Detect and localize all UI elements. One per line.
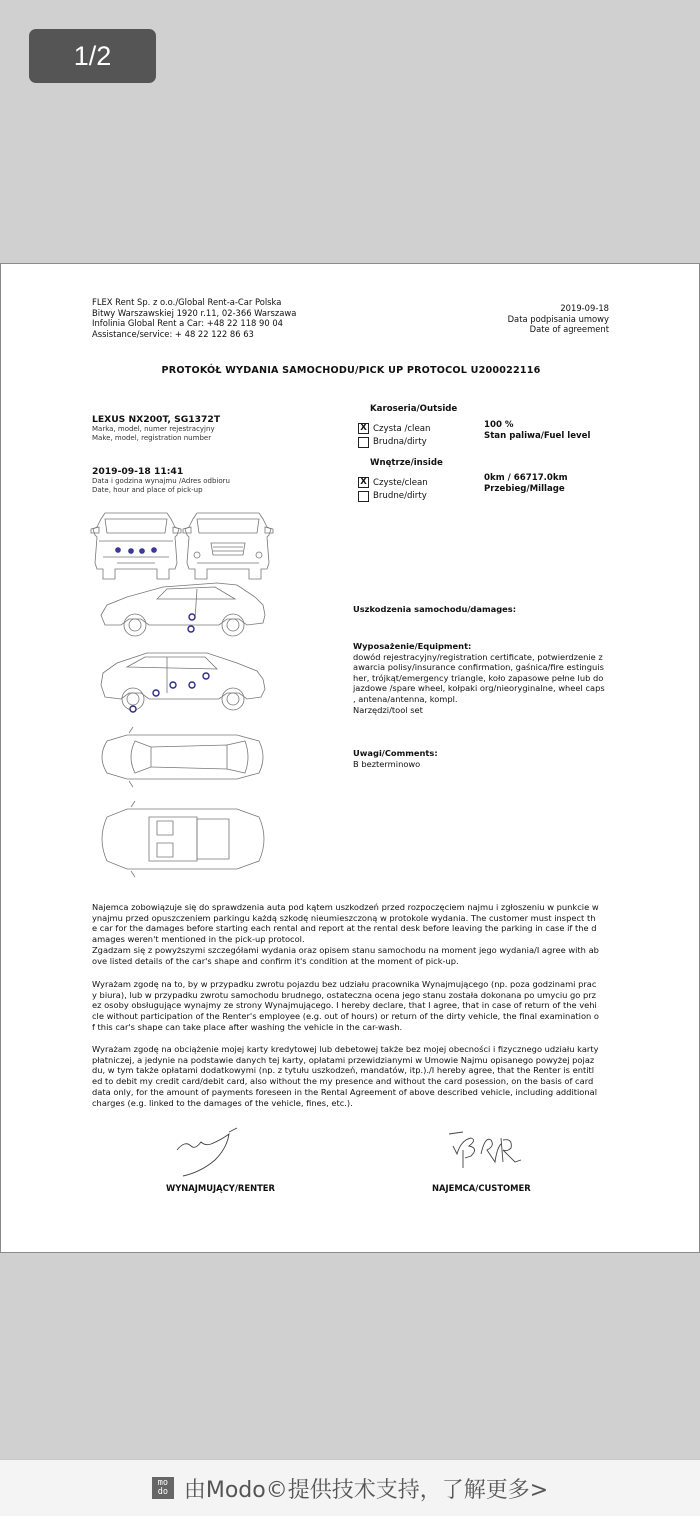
legal-line: Zgadzam się z powyższymi szczegółami wydania oraz opisem stanu samochodu na moment jego wydania/I agree with ab — [92, 944, 599, 955]
mileage-value: 0km / 66717.0km — [484, 473, 568, 483]
equipment-heading: Wyposażenie/Equipment: — [353, 641, 472, 651]
outside-option-clean[interactable] — [358, 422, 430, 436]
legal-line: ez osoby obsługujące wynajmy ze strony Wynajmującego. I hereby declare, that I agree, that in case of return of the vehi — [92, 1000, 597, 1011]
legal-line: du, w tym także opłatami dodatkowymi (np. z tytułu uszkodzeń, mandatów, itp.)./I hereby agree, that the Renter is entitl — [92, 1065, 595, 1076]
fuel-block — [484, 420, 590, 442]
equipment-line: dowód rejestracyjny/registration certificate, potwierdzenie z — [353, 651, 603, 662]
comments-section — [353, 748, 615, 769]
vehicle-value: LEXUS NX200T, SG1372T — [92, 414, 221, 425]
logo-text-top: mo — [157, 1477, 168, 1488]
equipment-section — [353, 641, 615, 715]
car-damage-diagrams — [87, 507, 279, 887]
renter-signature-label: WYNAJMUJĄCY/RENTER — [166, 1183, 275, 1193]
legal-paragraph-card — [92, 1044, 612, 1108]
legal-line: data only, for the amount of payments foreseen in the Rental Agreement of above described vehicle, including additional — [92, 1086, 598, 1097]
damages-section — [353, 604, 615, 615]
document-page — [0, 263, 700, 1253]
company-line: Infolinia Global Rent a Car: +48 22 118 90 04 — [92, 318, 283, 329]
company-line: Bitwy Warszawskiej 1920 r.11, 02-366 Warszawa — [92, 307, 297, 318]
agreement-date-label-en: Date of agreement — [529, 324, 609, 335]
outside-option-dirty[interactable] — [358, 436, 430, 450]
legal-line: y biura), lub w przypadku zwrotu samochodu brudnego, ostateczna ocena jego stanu została dokonana po umyciu go prz — [92, 989, 597, 1000]
equipment-line: , antena/antenna, kompl. — [353, 693, 458, 704]
vehicle-label-pl: Marka, model, numer rejestracyjny — [92, 425, 215, 433]
page-indicator: 1/2 — [29, 29, 156, 83]
mileage-block — [484, 473, 568, 495]
legal-line: e car for the damages before starting each rental and report at the rental desk before leaving the parking in case if the d — [92, 923, 597, 934]
modo-logo-icon — [152, 1477, 174, 1499]
legal-line: cle without participation of the Renter's employee (e.g. out of hours) or return of the dirty vehicle, the final examination o — [92, 1011, 600, 1022]
document-title: PROTOKÓŁ WYDANIA SAMOCHODU/PICK UP PROTOCOL U200022116 — [161, 365, 541, 376]
pickup-label-pl: Data i godzina wynajmu /Adres odbioru — [92, 477, 230, 485]
legal-line: ove listed details of the car's shape and confirm it's condition at the moment of pick-up. — [92, 955, 459, 966]
pickup-block — [92, 466, 230, 496]
car-front-view-icon — [183, 513, 273, 579]
checkbox-checked[interactable]: X — [358, 423, 369, 434]
vehicle-block — [92, 414, 220, 444]
comments-heading: Uwagi/Comments: — [353, 748, 438, 758]
checkbox-unchecked[interactable] — [358, 491, 369, 502]
equipment-line: awarcia polisy/insurance confirmation, gaśnica/fire estinguis — [353, 662, 604, 673]
fuel-value: 100 % — [484, 420, 514, 430]
agreement-date-label-pl: Data podpisania umowy — [507, 313, 609, 324]
checkbox-checked[interactable]: X — [358, 477, 369, 488]
company-info — [92, 297, 352, 339]
comments-text: B bezterminowo — [353, 758, 421, 769]
legal-line: płatniczej, a jedynie na podstawie danych tej karty, opłatami przewidzianymi w Umowie Najmu opisanego powyżej pojaz — [92, 1054, 595, 1065]
legal-line: ed to debit my credit card/debit card, also without the my presence and without the card posession, on the basis of card — [92, 1076, 594, 1087]
mileage-label: Przebieg/Millage — [484, 484, 565, 494]
company-line: Assistance/service: + 48 22 122 86 63 — [92, 328, 254, 339]
logo-text-bottom: do — [157, 1487, 168, 1497]
car-top-view-icon — [102, 727, 263, 787]
vehicle-label-en: Make, model, registration number — [92, 434, 212, 443]
legal-line: Najemca zobowiązuje się do sprawdzenia auta pod kątem uszkodzeń przed rozpoczęciem najmu i zgłoszeniu w punkcie w — [92, 902, 599, 912]
car-left-side-icon — [101, 583, 265, 636]
legal-line: amages weren't mentioned in the pick-up protocol. — [92, 934, 305, 945]
legal-line: ynajmu przed opuszczeniem parkingu każdą szkodę nieumieszczoną w protokole wydania. The customer must inspect th — [92, 912, 596, 923]
legal-line: f this car's shape can take place after washing the vehicle in the car-wash. — [92, 1021, 403, 1032]
car-right-side-icon — [101, 653, 265, 712]
agreement-date-block — [508, 303, 609, 335]
footer-link-text[interactable]: 由Modo©提供技术支持，了解更多> — [183, 1477, 549, 1503]
option-label: Czysta /clean — [373, 423, 431, 434]
fuel-label: Stan paliwa/Fuel level — [484, 431, 591, 441]
equipment-line: Narzędzi/tool set — [353, 704, 423, 715]
renter-signature — [171, 1126, 241, 1182]
customer-signature — [441, 1126, 531, 1178]
pickup-label-en: Date, hour and place of pick-up — [92, 486, 203, 495]
legal-line: charges (e.g. linked to the damages of the vehicle, fines, etc.). — [92, 1097, 353, 1108]
legal-paragraph-inspection — [92, 902, 612, 966]
option-label: Brudna/dirty — [373, 437, 427, 448]
inside-options — [358, 476, 428, 503]
car-interior-view-icon — [102, 801, 264, 877]
option-label: Czyste/clean — [373, 477, 428, 488]
inside-option-dirty[interactable] — [358, 490, 428, 504]
equipment-line: her, trójkąt/emergency triangle, koło zapasowe pełne lub do — [353, 672, 604, 683]
customer-signature-label: NAJEMCA/CUSTOMER — [432, 1183, 531, 1193]
pickup-value: 2019-09-18 11:41 — [92, 466, 184, 477]
outside-options — [358, 422, 430, 449]
inside-heading: Wnętrze/inside — [370, 458, 443, 468]
damages-heading: Uszkodzenia samochodu/damages: — [353, 604, 517, 614]
inside-option-clean[interactable] — [358, 476, 428, 490]
legal-paragraph-return — [92, 979, 612, 1033]
legal-line: Wyrażam zgodę na to, by w przypadku zwrotu pojazdu bez udziału pracownika Wynajmującego (np. poza godzinami prac — [92, 979, 597, 989]
option-label: Brudne/dirty — [373, 491, 427, 502]
checkbox-unchecked[interactable] — [358, 437, 369, 448]
legal-line: Wyrażam zgodę na obciążenie mojej karty kredytowej lub debetowej także bez mojej obecności i fizycznego udziału karty — [92, 1044, 599, 1054]
agreement-date: 2019-09-18 — [560, 303, 609, 313]
modo-footer-banner[interactable] — [0, 1459, 700, 1516]
car-rear-view-icon — [91, 513, 181, 579]
equipment-line: jazdowe /spare wheel, kołpaki org/nieoryginalne, wheel caps — [353, 683, 605, 694]
outside-heading: Karoseria/Outside — [370, 404, 458, 414]
company-line: FLEX Rent Sp. z o.o./Global Rent-a-Car Polska — [92, 297, 282, 307]
